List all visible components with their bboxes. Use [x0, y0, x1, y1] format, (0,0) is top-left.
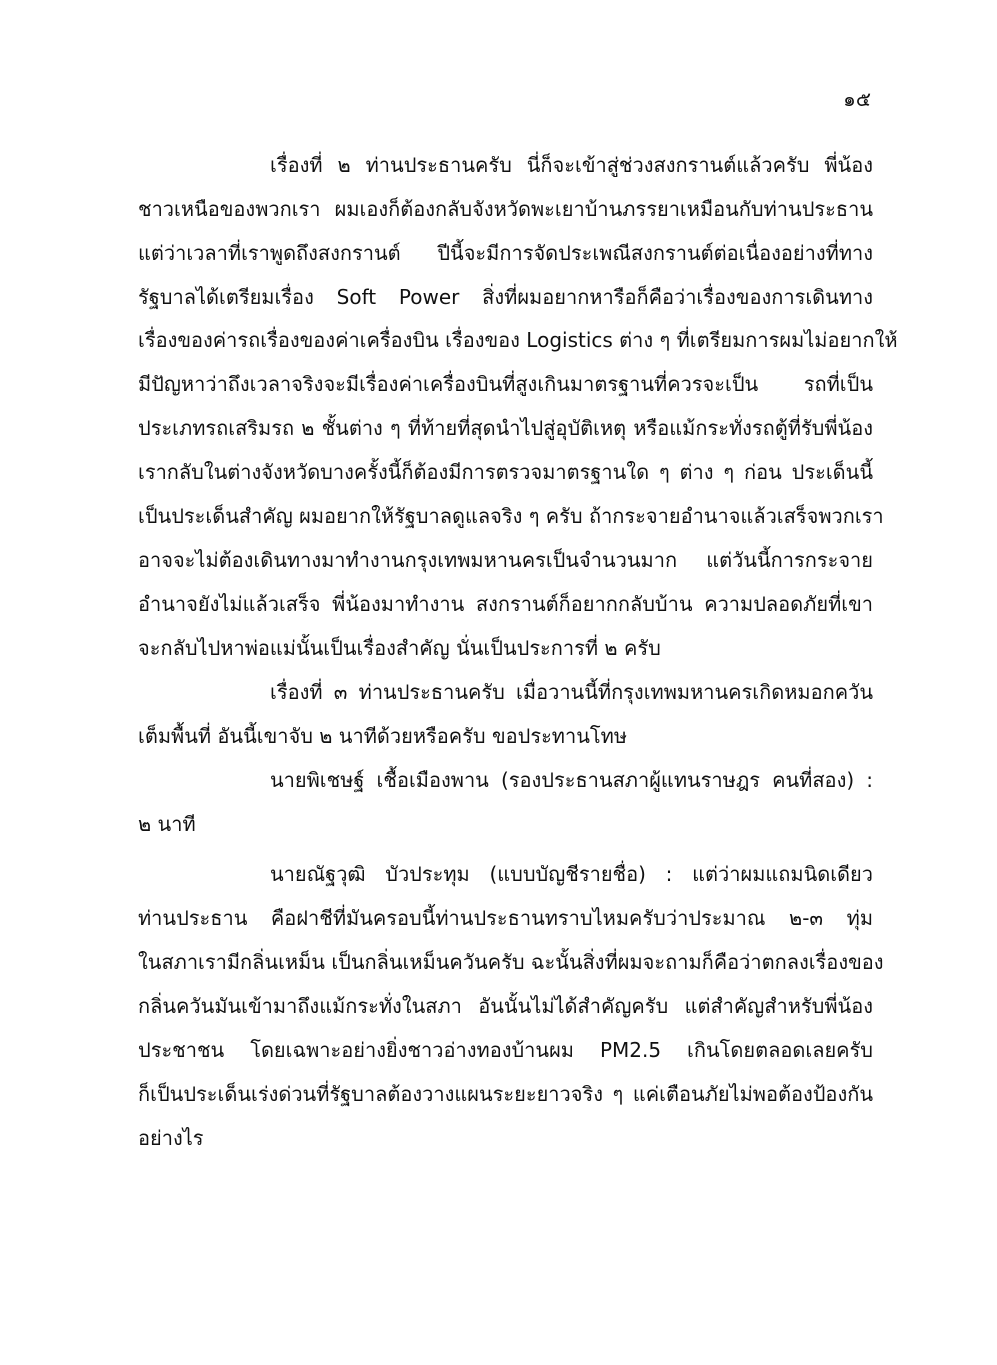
paragraph-line: กลิ่นควันมันเข้ามาถึงแม้กระทั่งในสภา อันนั้นไม่ได้สำคัญครับ แต่สำคัญสำหรับพี่น้อง	[138, 994, 873, 1018]
paragraph-line: ๒ นาที	[138, 812, 196, 836]
paragraph-line: เรื่องที่ ๒ ท่านประธานครับ นี่ก็จะเข้าสู่ช่วงสงกรานต์แล้วครับ พี่น้อง	[270, 153, 873, 177]
paragraph-line: เรื่องของค่ารถเรื่องของค่าเครื่องบิน เรื่องของ Logistics ต่าง ๆ ที่เตรียมการผมไม่อยากให้	[138, 328, 898, 352]
paragraph-line: อย่างไร	[138, 1126, 204, 1150]
speaker-line: นายณัฐวุฒิ บัวประทุม (แบบบัญชีรายชื่อ) : แต่ว่าผมแถมนิดเดียว	[270, 862, 873, 886]
speaker-line: นายพิเชษฐ์ เชื้อเมืองพาน (รองประธานสภาผู้แทนราษฎร คนที่สอง) :	[270, 768, 873, 792]
paragraph-line: มีปัญหาว่าถึงเวลาจริงจะมีเรื่องค่าเครื่องบินที่สูงเกินมาตรฐานที่ควรจะเป็น รถที่เป็น	[138, 372, 873, 396]
paragraph-line: ท่านประธาน คือฝาชีที่มันครอบนี้ท่านประธานทราบไหมครับว่าประมาณ ๒-๓ ทุ่ม	[138, 906, 873, 930]
paragraph-line: แต่ว่าเวลาที่เราพูดถึงสงกรานต์ ปีนี้จะมีการจัดประเพณีสงกรานต์ต่อเนื่องอย่างที่ทาง	[138, 241, 873, 265]
paragraph-line: ประชาชน โดยเฉพาะอย่างยิ่งชาวอ่างทองบ้านผม PM2.5 เกินโดยตลอดเลยครับ	[138, 1038, 873, 1062]
paragraph-line: ประเภทรถเสริมรถ ๒ ชั้นต่าง ๆ ที่ท้ายที่สุดนำไปสู่อุบัติเหตุ หรือแม้กระทั่งรถตู้ที่รับพี่น้อง	[138, 416, 873, 440]
paragraph-line: เรื่องที่ ๓ ท่านประธานครับ เมื่อวานนี้ที่กรุงเทพมหานครเกิดหมอกควัน	[270, 680, 873, 704]
paragraph-line: อำนาจยังไม่แล้วเสร็จ พี่น้องมาทำงาน สงกรานต์ก็อยากกลับบ้าน ความปลอดภัยที่เขา	[138, 592, 873, 616]
paragraph-line: ก็เป็นประเด็นเร่งด่วนที่รัฐบาลต้องวางแผนระยะยาวจริง ๆ แค่เตือนภัยไม่พอต้องป้องกัน	[138, 1082, 873, 1106]
paragraph-line: เป็นประเด็นสำคัญ ผมอยากให้รัฐบาลดูแลจริง ๆ ครับ ถ้ากระจายอำนาจแล้วเสร็จพวกเรา	[138, 504, 884, 528]
paragraph-line: เต็มพื้นที่ อันนี้เขาจับ ๒ นาทีด้วยหรือครับ ขอประทานโทษ	[138, 724, 628, 748]
page-number: ๑๕	[843, 87, 871, 111]
paragraph-line: รัฐบาลได้เตรียมเรื่อง Soft Power สิ่งที่ผมอยากหารือก็คือว่าเรื่องของการเดินทาง	[138, 285, 873, 309]
paragraph-line: ในสภาเรามีกลิ่นเหม็น เป็นกลิ่นเหม็นควันครับ ฉะนั้นสิ่งที่ผมจะถามก็คือว่าตกลงเรื่องของ	[138, 950, 884, 974]
paragraph-line: เรากลับในต่างจังหวัดบางครั้งนี้ก็ต้องมีการตรวจมาตรฐานใด ๆ ต่าง ๆ ก่อน ประเด็นนี้	[138, 460, 873, 484]
paragraph-line: อาจจะไม่ต้องเดินทางมาทำงานกรุงเทพมหานครเป็นจำนวนมาก แต่วันนี้การกระจาย	[138, 548, 873, 572]
paragraph-line: จะกลับไปหาพ่อแม่นั้นเป็นเรื่องสำคัญ นั่นเป็นประการที่ ๒ ครับ	[138, 636, 661, 660]
paragraph-line: ชาวเหนือของพวกเรา ผมเองก็ต้องกลับจังหวัดพะเยาบ้านภรรยาเหมือนกับท่านประธาน	[138, 197, 873, 221]
